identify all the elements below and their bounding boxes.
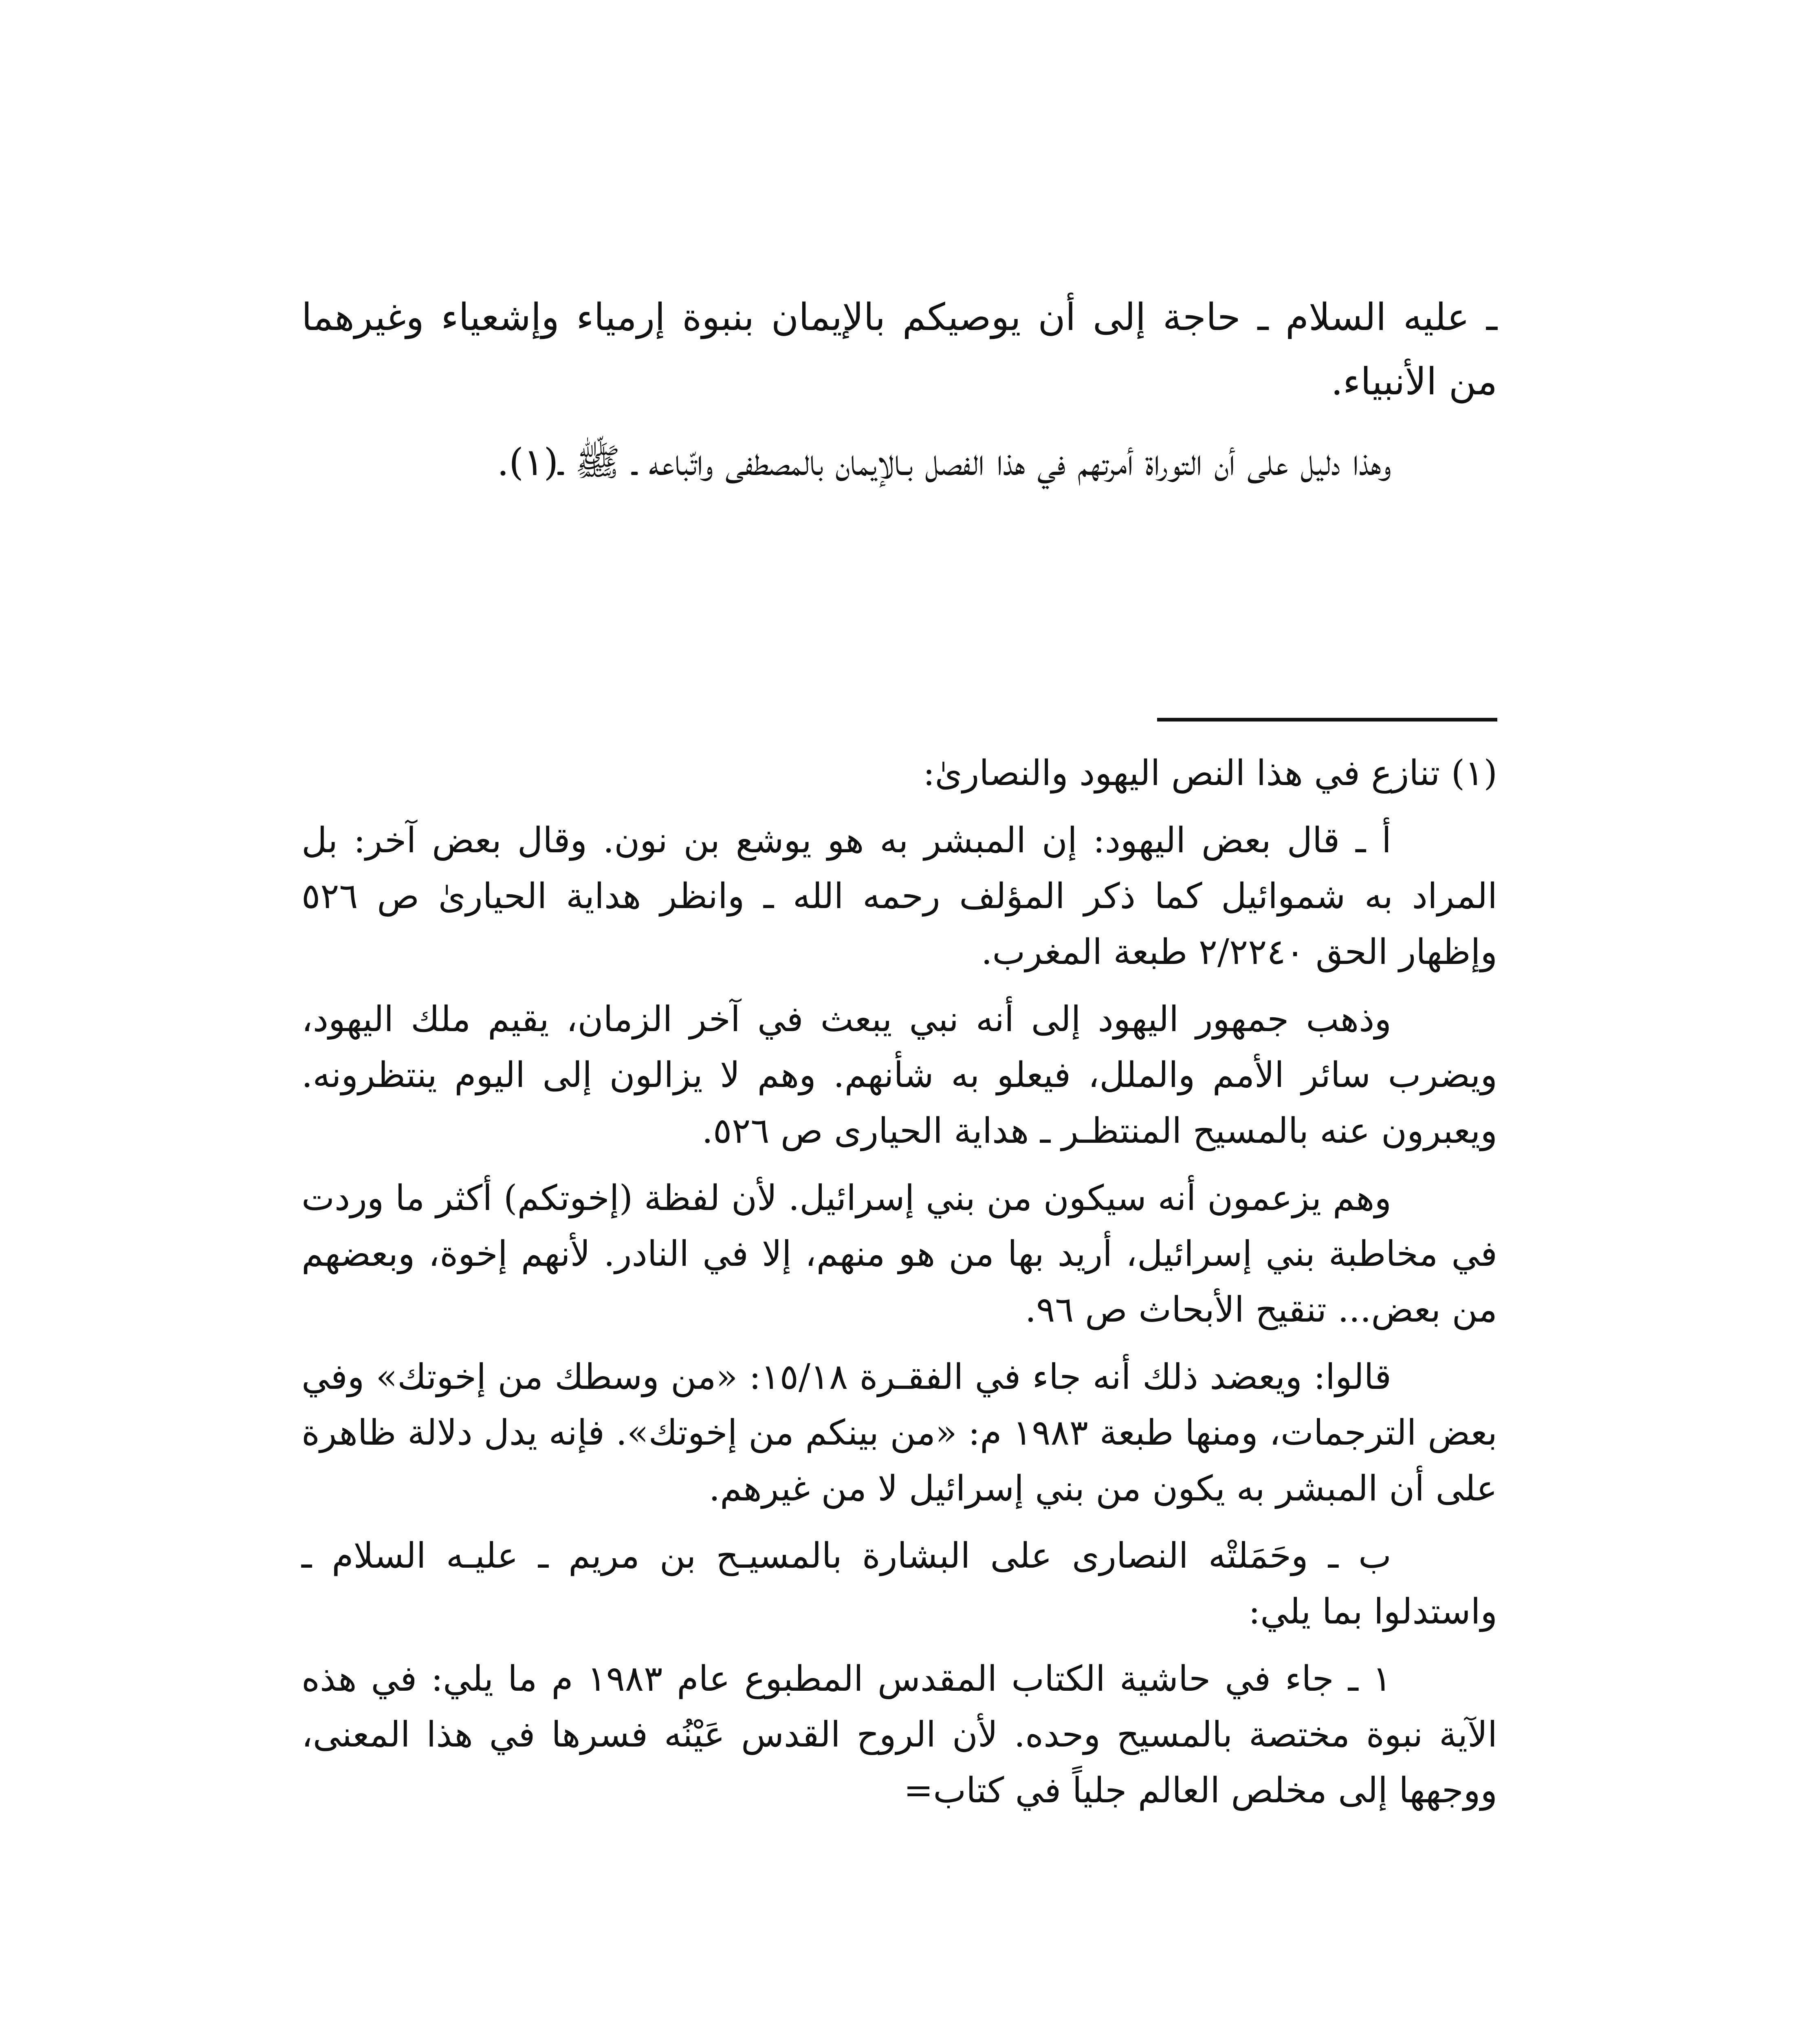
- footnote-heading: (١) تنازع في هذا النص اليهود والنصارىٰ:: [923, 753, 1497, 794]
- footnote-paragraph-b: ب ـ وحَمَلتْه النصارى على البشارة بالمسيـح بن مريم ـ عليـه السلام ـ واستدلوا بما يلي:: [301, 1535, 1497, 1632]
- footnote-paragraph-jews: وذهب جمهور اليهود إلى أنه نبي يبعث في آخر الزمان، يقيم ملك اليهود، ويضرب سائر الأمم والملل، فيعلو به شأنهم. وهم لا يزالون إلى اليوم ينتظرونه. ويعبرون عنه بالمسيح المنتظـر ـ هداية الحيارى ص ٥٢٦.: [301, 999, 1497, 1151]
- main-text-block: [301, 285, 1497, 511]
- body-paragraph-2: وهذا دليل على أن التوراة أمرتهم في هذا الفصل بـالإيمان بالمصطفى واتّباعه ـ ﷺ ـ(١).: [497, 440, 1391, 484]
- footnote-separator: [1157, 718, 1497, 722]
- footnote-paragraph-israel: وهم يزعمون أنه سيكون من بني إسرائيل. لأن لفظة (إخوتكم) أكثر ما وردت في مخاطبة بني إسرائيل، أريد بها من هو منهم، إلا في النادر. لأنهم إخوة، وبعضهم من بعض... تنقيح الأبحاث ص ٩٦.: [301, 1178, 1497, 1330]
- footnote-paragraph-1: ١ ـ جاء في حاشية الكتاب المقدس المطبوع عام ١٩٨٣ م ما يلي: في هذه الآية نبوة مختصة بالمسيح وحده. لأن الروح القدس عَيْنُه فسرها في هذا المعنى، ووجهها إلى مخلص العالم جلياً في كتاب=: [301, 1659, 1497, 1811]
- footnote-paragraph-verse: قالوا: ويعضد ذلك أنه جاء في الفقـرة ١٥/١٨: «من وسطك من إخوتك» وفي بعض الترجمات، ومنها طبعة ١٩٨٣ م: «من بينكم من إخوتك». فإنه يدل دلالة ظاهرة على أن المبشر به يكون من بني إسرائيل لا من غيرهم.: [301, 1357, 1497, 1509]
- body-paragraph-1: ـ عليه السلام ـ حاجة إلى أن يوصيكم بالإيمان بنبوة إرمياء وإشعياء وغيرهما من الأنبياء.: [301, 295, 1498, 403]
- footnote-paragraph-a: أ ـ قال بعض اليهود: إن المبشر به هو يوشع بن نون. وقال بعض آخر: بل المراد به شموائيل كما ذكر المؤلف رحمه الله ـ وانظر هداية الحيارىٰ ص ٥٢٦ وإظهار الحق ٢/٢٢٤٠ طبعة المغرب.: [301, 820, 1497, 972]
- footnotes-block: [301, 746, 1497, 1830]
